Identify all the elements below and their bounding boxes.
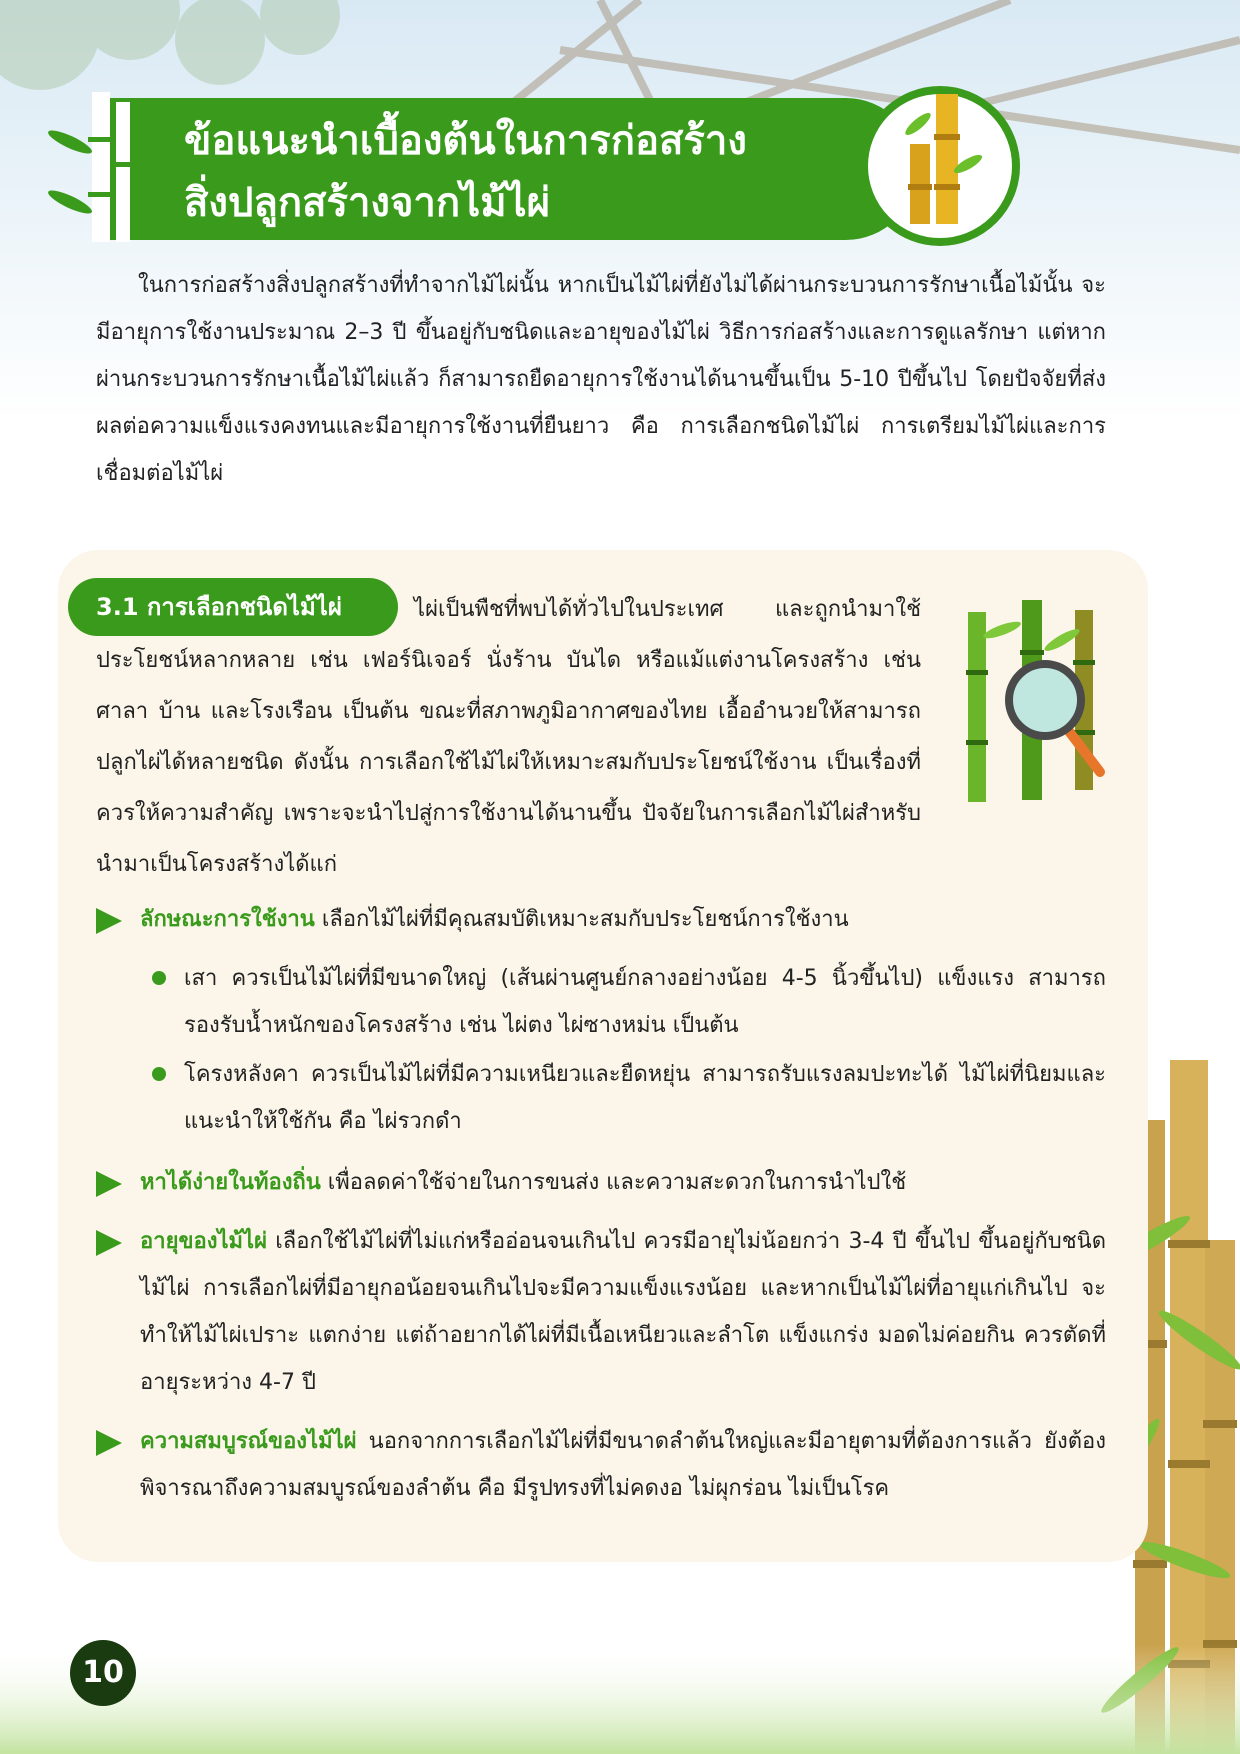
usage-sub-item-pillar: เสา ควรเป็นไม้ไผ่ที่มีขนาดใหญ่ (เส้นผ่านศูนย์กลางอย่างน้อย 4-5 นิ้วขึ้นไป) แข็งแรง สามารถรองรับน้ำหนักของโครงสร้าง เช่น ไผ่ตง ไผ่ซางหม่น เป็นต้น (96, 955, 1106, 1049)
factor-list (96, 896, 1106, 1524)
arrow-bullet-icon (96, 908, 122, 934)
page-number: 10 (70, 1640, 136, 1706)
dot-bullet-icon (152, 971, 166, 985)
section-heading: 3.1 การเลือกชนิดไม้ไผ่ (68, 578, 398, 636)
title-bamboo-badge (860, 86, 1020, 246)
arrow-bullet-icon (96, 1230, 122, 1256)
page-title-line-2: สิ่งปลูกสร้างจากไม้ไผ่ (184, 180, 551, 226)
factor-item-usage: ลักษณะการใช้งาน เลือกไม้ไผ่ที่มีคุณสมบัติเหมาะสมกับประโยชน์การใช้งาน (96, 896, 1106, 943)
factor-item-age: อายุของไม้ไผ่ เลือกใช้ไม้ไผ่ที่ไม่แก่หรืออ่อนจนเกินไป ควรมีอายุไม่น้อยกว่า 3-4 ปี ขึ้นไป ขึ้นอยู่กับชนิดไม้ไผ่ การเลือกไผ่ที่มีอายุกอน้อยจนเกินไปจะมีความแข็งแรงน้อย และหากเป็นไม้ไผ่ที่อายุแก่เกินไป จะทำให้ไม้ไผ่เปราะ แตกง่าย แต่ถ้าอยากได้ไผ่ที่มีเนื้อเหนียวและลำโต แข็งแกร่ง มอดไม่ค่อยกิน ควรตัดที่อายุระหว่าง 4-7 ปี (96, 1218, 1106, 1406)
arrow-bullet-icon (96, 1430, 122, 1456)
dot-bullet-icon (152, 1067, 166, 1081)
intro-paragraph: ในการก่อสร้างสิ่งปลูกสร้างที่ทำจากไม้ไผ่นั้น หากเป็นไม้ไผ่ที่ยังไม่ได้ผ่านกระบวนการรักษาเนื้อไม้นั้น จะมีอายุการใช้งานประมาณ 2–3 ปี ขึ้นอยู่กับชนิดและอายุของไม้ไผ่ วิธีการก่อสร้างและการดูแลรักษา แต่หากผ่านกระบวนการรักษาเนื้อไม้ไผ่แล้ว ก็สามารถยืดอายุการใช้งานได้นานขึ้นเป็น 5-10 ปีขึ้นไป โดยปัจจัยที่ส่งผลต่อความแข็งแรงคงทนและมีอายุการใช้งานที่ยืนยาว คือ การเลือกชนิดไม้ไผ่ การเตรียมไม้ไผ่และการเชื่อมต่อไม้ไผ่ (96, 273, 1106, 486)
bamboo-leaf-icon (46, 92, 156, 242)
page-title-line-1: ข้อแนะนำเบื้องต้นในการก่อสร้าง (184, 118, 747, 164)
bamboo-magnifier-icon (950, 600, 1120, 830)
arrow-bullet-icon (96, 1171, 122, 1197)
factor-item-condition: ความสมบูรณ์ของไม้ไผ่ นอกจากการเลือกไม้ไผ่ที่มีขนาดลำต้นใหญ่และมีอายุตามที่ต้องการแล้ว ยังต้องพิจารณาถึงความสมบูรณ์ของลำต้น คือ มีรูปทรงที่ไม่คดงอ ไม่ผุกร่อน ไม่เป็นโรค (96, 1418, 1106, 1512)
bamboo-stalk-icon (888, 94, 998, 238)
grass-decoration (0, 1644, 1240, 1754)
factor-item-local: หาได้ง่ายในท้องถิ่น เพื่อลดค่าใช้จ่ายในการขนส่ง และความสะดวกในการนำไปใช้ (96, 1159, 1106, 1206)
section-body-text: ไผ่เป็นพืชที่พบได้ทั่วไปในประเทศ และถูกนำมาใช้ประโยชน์หลากหลาย เช่น เฟอร์นิเจอร์ นั่งร้าน บันได หรือแม้แต่งานโครงสร้าง เช่น ศาลา บ้าน และโรงเรือน เป็นต้น ขณะที่สภาพภูมิอากาศของไทย เอื้ออำนวยให้สามารถปลูกไผ่ได้หลายชนิด ดังนั้น การเลือกใช้ไม้ไผ่ให้เหมาะสมกับประโยชน์ใช้งาน เป็นเรื่องที่ควรให้ความสำคัญ เพราะจะนำไปสู่การใช้งานได้นานขึ้น ปัจจัยในการเลือกไม้ไผ่สำหรับนำมาเป็นโครงสร้างได้แก่ (96, 597, 921, 877)
usage-sub-item-roof: โครงหลังคา ควรเป็นไม้ไผ่ที่มีความเหนียวและยืดหยุ่น สามารถรับแรงลมปะทะได้ ไม้ไผ่ที่นิยมและแนะนำให้ใช้กัน คือ ไผ่รวกดำ (96, 1051, 1106, 1145)
page-title (184, 110, 804, 234)
